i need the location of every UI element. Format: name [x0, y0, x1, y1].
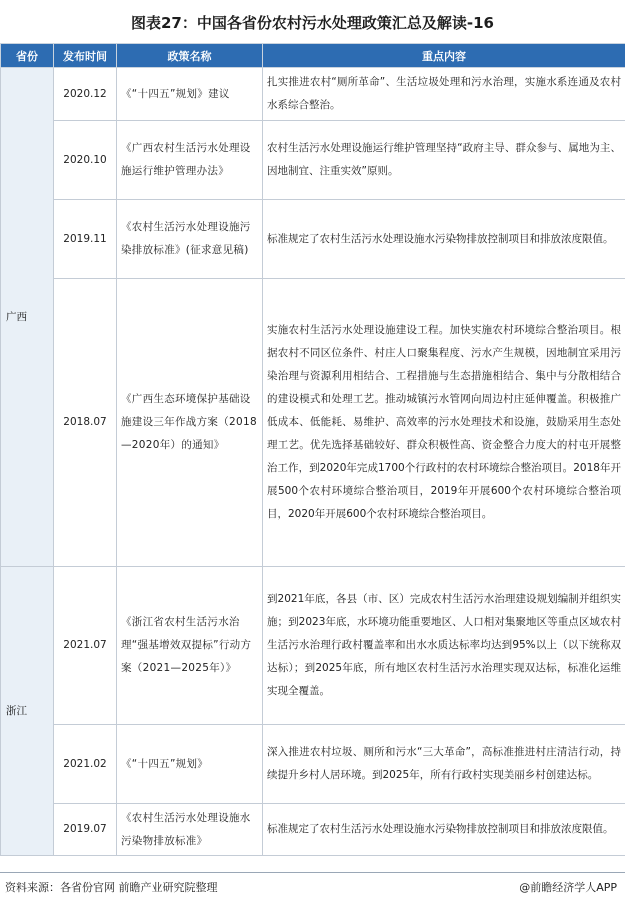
table-row	[1, 68, 625, 121]
policy-table	[0, 43, 625, 856]
header-province: 省份	[1, 44, 54, 68]
page-title: 图表27：中国各省份农村污水处理政策汇总及解读-16	[131, 13, 494, 32]
policy-name-cell: 《农村生活污水处理设施水污染物排放标准》	[117, 804, 263, 856]
header-content: 重点内容	[263, 44, 625, 68]
table-row	[1, 567, 625, 725]
policy-name-cell: 《“十四五”规划》	[117, 725, 263, 804]
table-row	[1, 804, 625, 856]
province-cell-zhejiang: 浙江	[1, 567, 54, 856]
content-cell: 标准规定了农村生活污水处理设施水污染物排放控制项目和排放浓度限值。	[263, 804, 625, 856]
date-cell: 2020.12	[54, 68, 117, 121]
content-cell: 标准规定了农村生活污水处理设施水污染物排放控制项目和排放浓度限值。	[263, 200, 625, 279]
table-header-row	[1, 44, 625, 68]
policy-name-cell: 《广西农村生活污水处理设施运行维护管理办法》	[117, 121, 263, 200]
footer	[0, 872, 625, 901]
policy-name-cell: 《广西生态环境保护基础设施建设三年作战方案（2018—2020年）的通知》	[117, 279, 263, 567]
province-cell-guangxi: 广西	[1, 68, 54, 567]
date-cell: 2020.10	[54, 121, 117, 200]
source-note: 资料来源：各省份官网 前瞻产业研究院整理	[5, 881, 218, 894]
date-cell: 2018.07	[54, 279, 117, 567]
content-cell: 农村生活污水处理设施运行维护管理坚持“政府主导、群众参与、属地为主、因地制宜、注重实效”原则。	[263, 121, 625, 200]
table-row	[1, 725, 625, 804]
date-cell: 2021.07	[54, 567, 117, 725]
policy-name-cell: 《“十四五”规划》建议	[117, 68, 263, 121]
date-cell: 2019.07	[54, 804, 117, 856]
content-cell: 扎实推进农村“厕所革命”、生活垃圾处理和污水治理，实施水系连通及农村水系综合整治。	[263, 68, 625, 121]
table-row	[1, 200, 625, 279]
policy-name-cell: 《农村生活污水处理设施污染排放标准》(征求意见稿)	[117, 200, 263, 279]
header-policy: 政策名称	[117, 44, 263, 68]
content-cell: 实施农村生活污水处理设施建设工程。加快实施农村环境综合整治项目。根据农村不同区位条件、村庄人口聚集程度、污水产生规模，因地制宜采用污染治理与资源利用相结合、工程措施与生态措施相结合、集中与分散相结合的建设模式和处理工艺。推动城镇污水管网向周边村庄延伸覆盖。积极推广低成本、低能耗、易维护、高效率的污水处理技术和设施，鼓励采用生态处理工艺。优先选择基础较好、群众积极性高、资金整合力度大的村屯开展整治工作，到2020年完成1700个行政村的农村环境综合整治项目。2018年开展500个农村环境综合整治项目，2019年开展600个农村环境综合整治项目，2020年开展600个农村环境综合整治项目。	[263, 279, 625, 567]
content-cell: 深入推进农村垃圾、厕所和污水“三大革命”，高标准推进村庄清洁行动，持续提升乡村人居环境。到2025年，所有行政村实现美丽乡村创建达标。	[263, 725, 625, 804]
brand-credit: @前瞻经济学人APP	[519, 881, 617, 894]
table-row	[1, 279, 625, 567]
table-row	[1, 121, 625, 200]
policy-name-cell: 《浙江省农村生活污水治理“强基增效双提标”行动方案（2021—2025年）》	[117, 567, 263, 725]
date-cell: 2021.02	[54, 725, 117, 804]
date-cell: 2019.11	[54, 200, 117, 279]
content-cell: 到2021年底，各县（市、区）完成农村生活污水治理建设规划编制并组织实施；到2023年底，水环境功能重要地区、人口相对集聚地区等重点区域农村生活污水治理行政村覆盖率和出水水质达标率均达到95%以上（以下统称双达标）；到2025年底，所有地区农村生活污水治理实现双达标，标准化运维实现全覆盖。	[263, 567, 625, 725]
header-date: 发布时间	[54, 44, 117, 68]
